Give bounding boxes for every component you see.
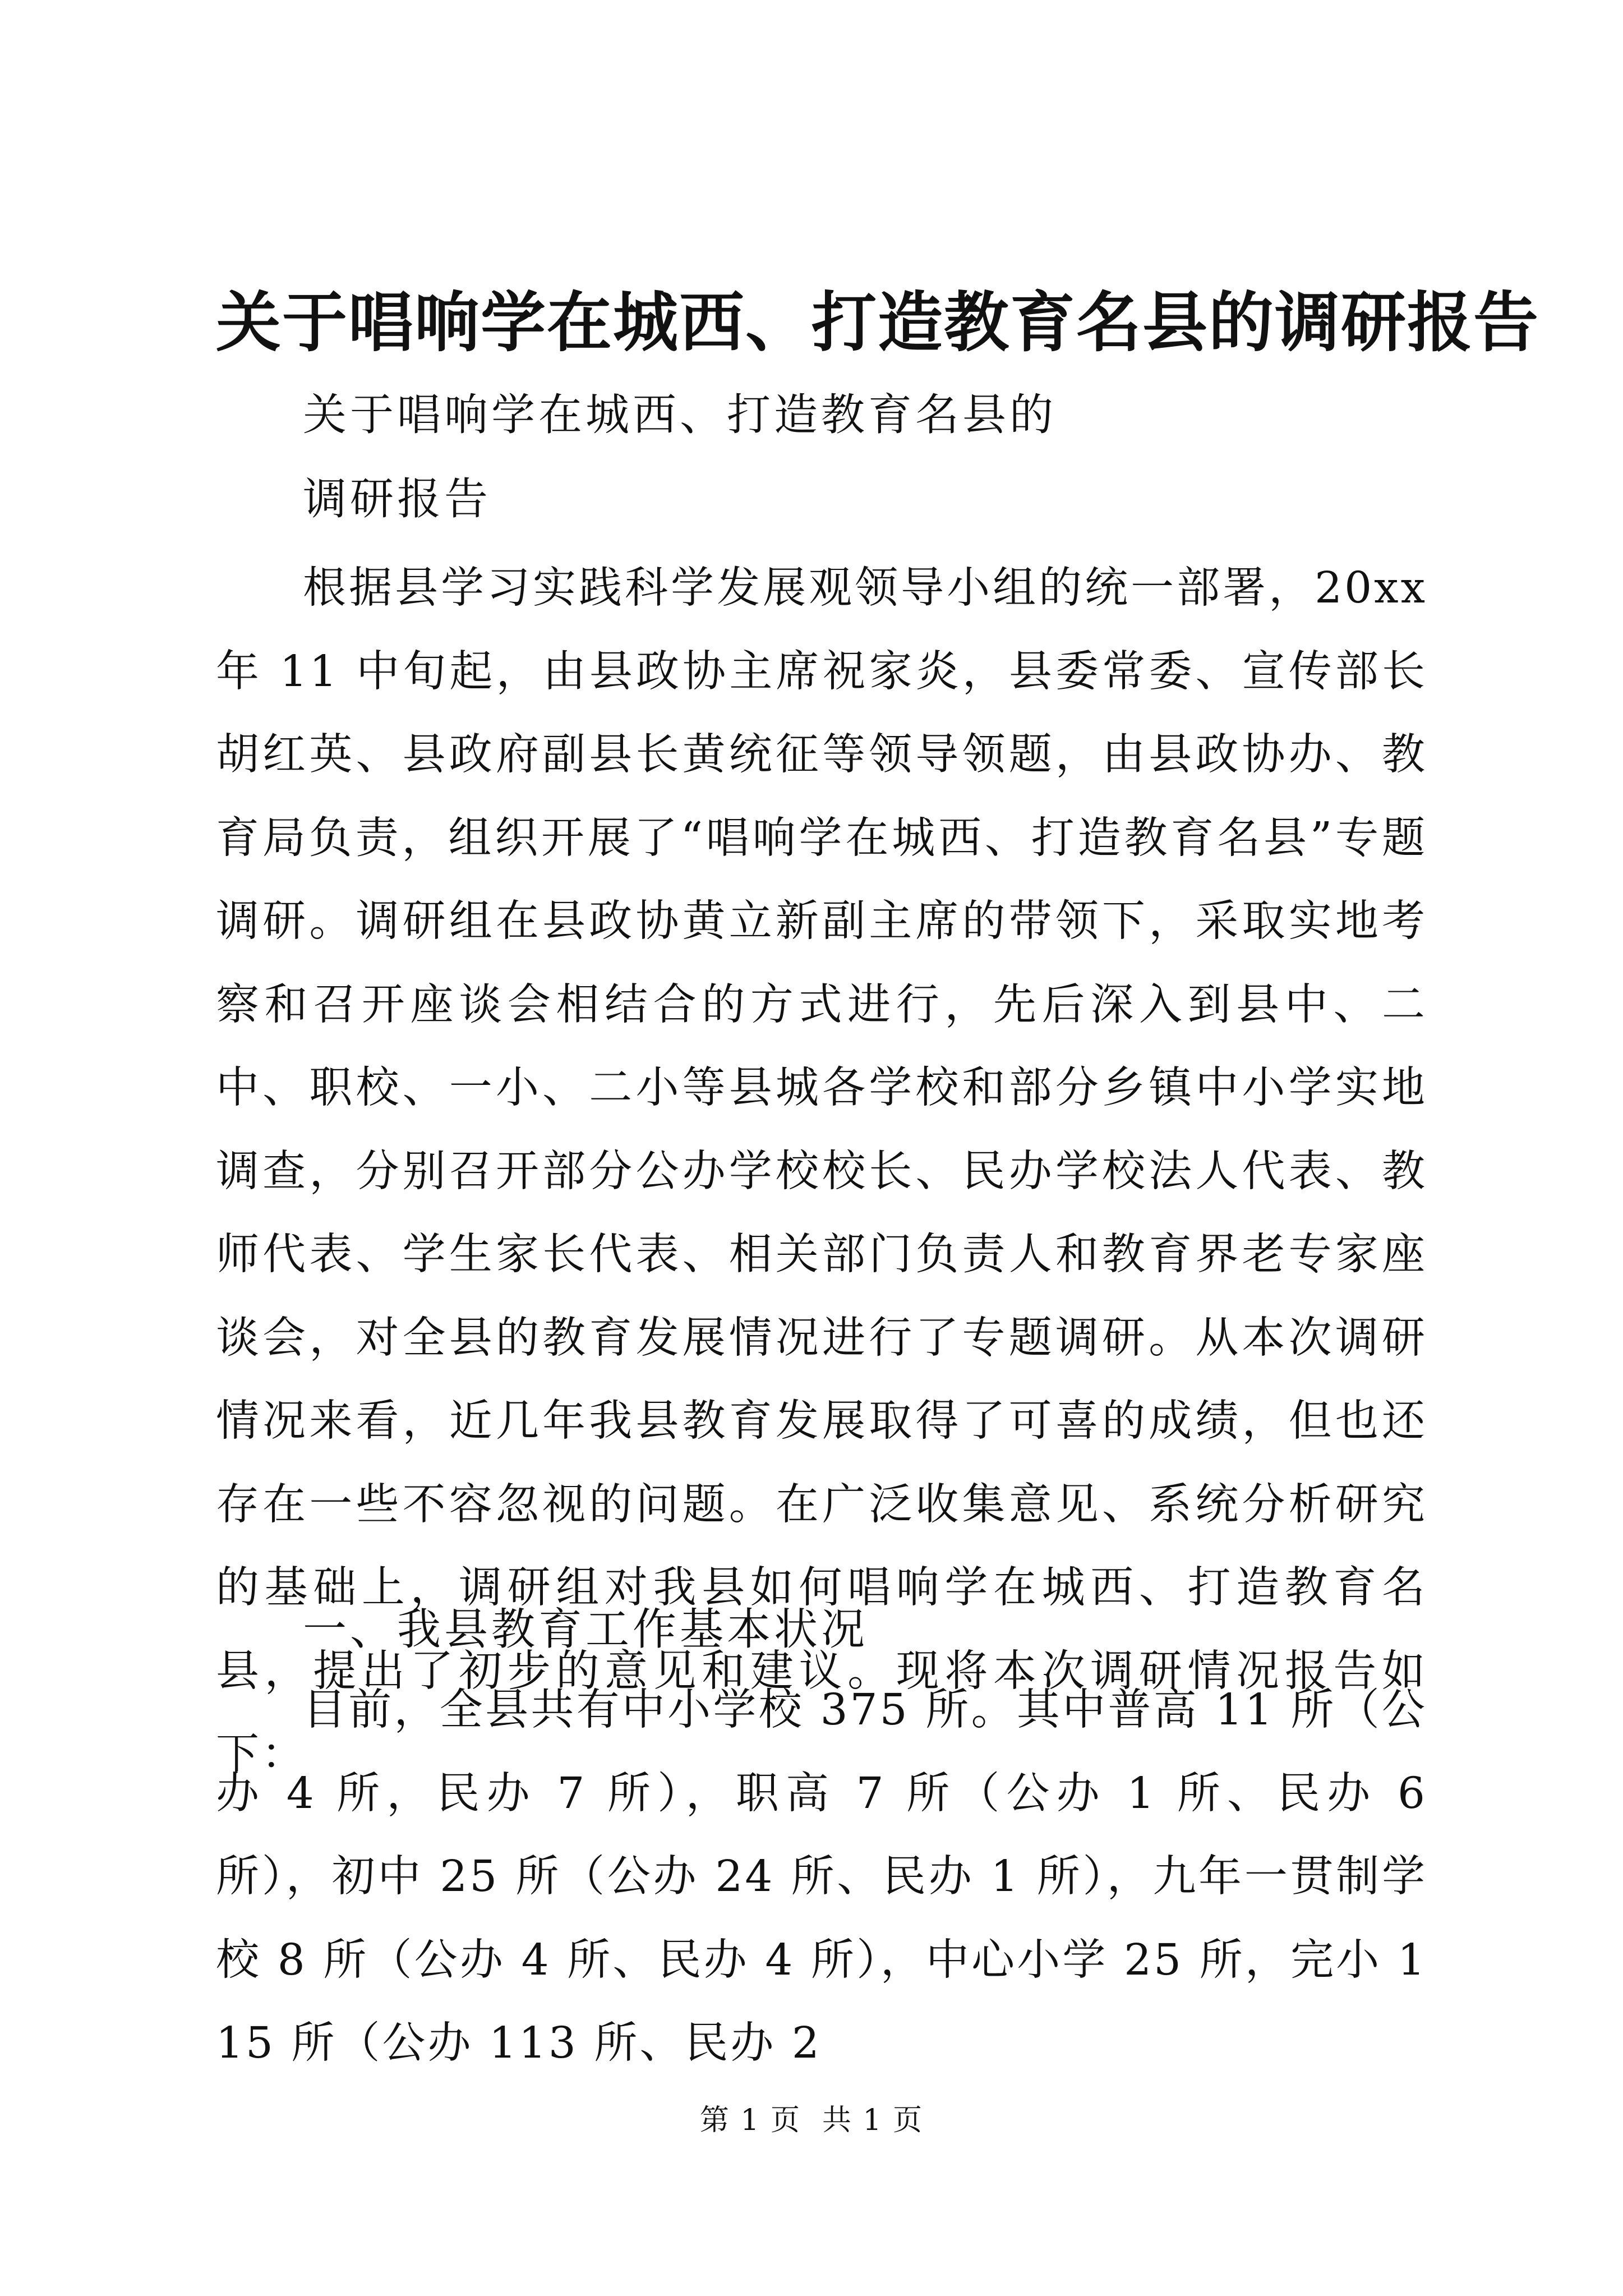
page-footer xyxy=(0,2101,1623,2140)
page-total: 共 1 页 xyxy=(822,2104,924,2137)
subtitle-line-2: 调研报告 xyxy=(303,474,492,524)
intro-paragraph: 根据县学习实践科学发展观领导小组的统一部署，20xx 年 11 中旬起，由县政协主席祝家炎，县委常委、宣传部长胡红英、县政府副县长黄统征等领导领题，由县政协办、教育局负责，组织开展了“唱响学在城西、打造教育名县”专题调研。调研组在县政协黄立新副主席的带领下，采取实地考察和召开座谈会相结合的方式进行，先后深入到县中、二中、职校、一小、二小等县城各学校和部分乡镇中小学实地调查，分别召开部分公办学校校长、民办学校法人代表、教师代表、学生家长代表、相关部门负责人和教育界老专家座谈会，对全县的教育发展情况进行了专题调研。从本次调研情况来看，近几年我县教育发展取得了可喜的成绩，但也还存在一些不容忽视的问题。在广泛收集意见、系统分析研究的基础上，调研组对我县如何唱响学在城西、打造教育名县，提出了初步的意见和建议。现将本次调研情况报告如下： xyxy=(216,563,1427,1779)
subtitle-line-1: 关于唱响学在城西、打造教育名县的 xyxy=(303,390,1057,440)
section-heading: 一、我县教育工作基本状况 xyxy=(303,1604,869,1655)
school-stats-paragraph: 目前，全县共有中小学校 375 所。其中普高 11 所（公办 4 所，民办 7 所），职高 7 所（公办 1 所、民办 6 所），初中 25 所（公办 24 所、民办 1 所），九年一贯制学校 8 所（公办 4 所、民办 4 所），中心小学 25 所，完小 115 所（公办 113 所、民办 2 xyxy=(216,1685,1427,2068)
document-title: 关于唱响学在城西、打造教育名县的调研报告 xyxy=(216,284,1539,361)
page-number: 第 1 页 xyxy=(699,2104,801,2137)
